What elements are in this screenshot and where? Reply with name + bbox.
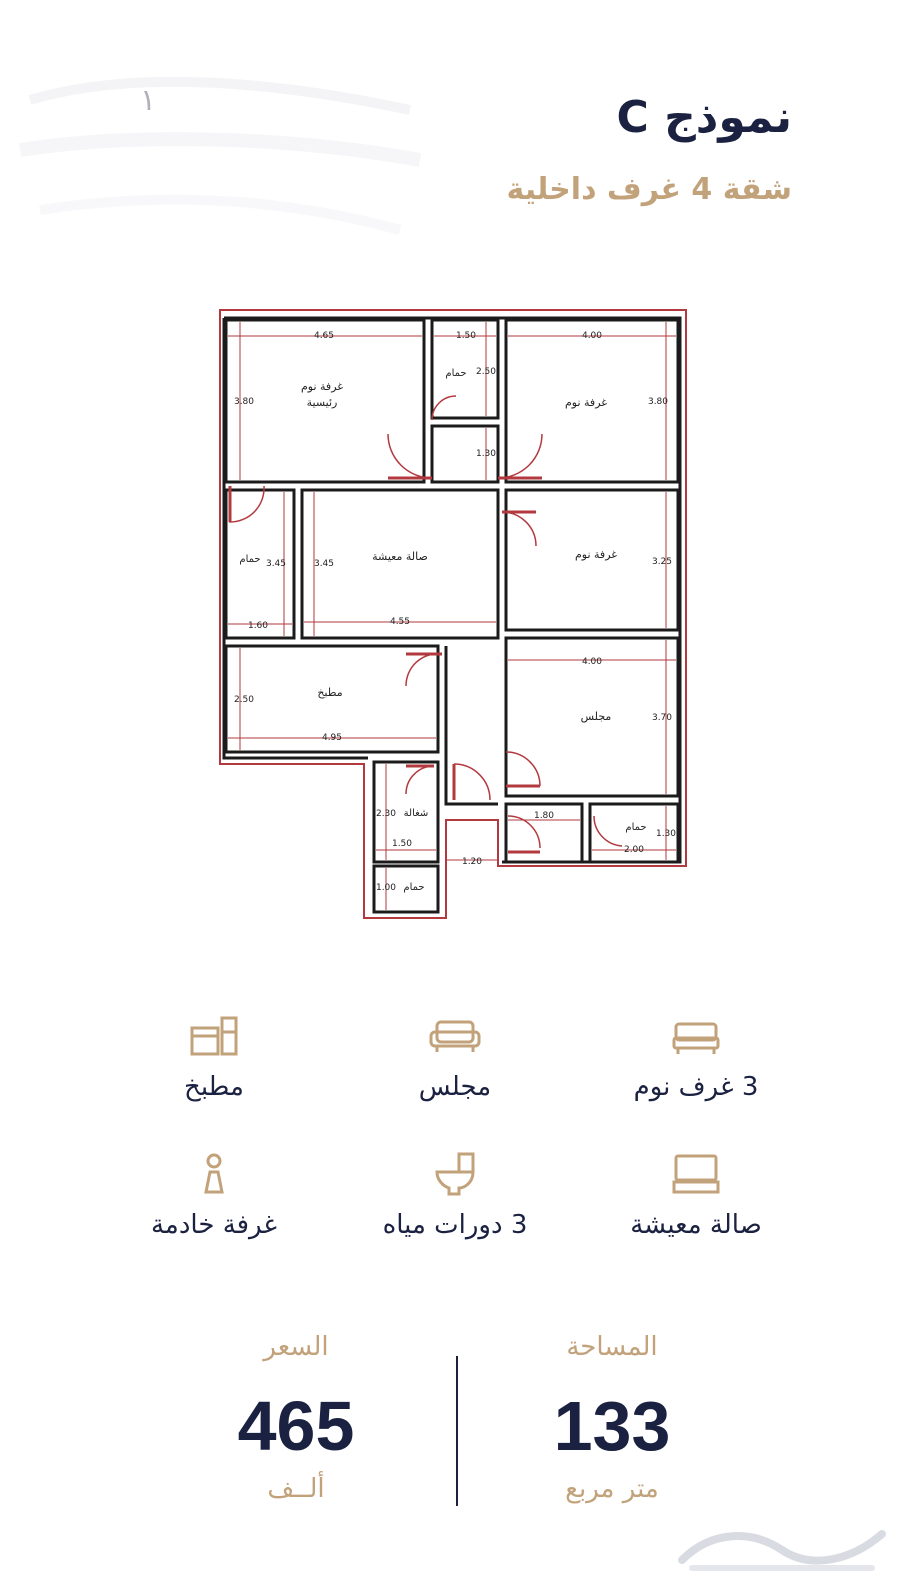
price-label: السعر — [263, 1332, 329, 1362]
feature-bedrooms — [586, 1014, 806, 1102]
dim-label: 1.50 — [455, 331, 477, 341]
dim-label: 3.25 — [651, 557, 673, 567]
haraj-watermark-logo — [672, 1520, 892, 1576]
feature-majlis — [345, 1014, 565, 1102]
room-bedroom-top: غرفة نوم — [564, 396, 608, 409]
room-bedroom-mid: غرفة نوم — [574, 548, 618, 561]
room-majlis: مجلس — [580, 710, 612, 723]
tv-icon — [670, 1152, 722, 1196]
feature-label: غرفة خادمة — [150, 1210, 277, 1240]
dim-label: 3.45 — [313, 559, 335, 569]
feature-bathrooms — [345, 1152, 565, 1240]
stats-divider — [456, 1356, 458, 1506]
svg-text:١: ١ — [140, 83, 157, 118]
room-bath-bottom-left: حمام — [403, 882, 425, 893]
room-master-bedroom: غرفة نوم — [300, 380, 344, 393]
area-value: 133 — [553, 1387, 671, 1465]
features-grid — [0, 1000, 900, 1260]
feature-label: 3 غرف نوم — [633, 1072, 759, 1102]
kitchen-icon — [188, 1014, 240, 1058]
feature-label: مجلس — [418, 1072, 492, 1102]
bed-icon — [670, 1014, 722, 1058]
price-unit: ألــف — [267, 1474, 325, 1504]
room-bath-bottom-right: حمام — [625, 822, 647, 833]
floor-plan — [210, 300, 710, 930]
dim-label: 1.30 — [655, 829, 677, 839]
dim-label: 1.80 — [533, 811, 555, 821]
area-unit: متر مربع — [565, 1474, 659, 1504]
feature-maid-room — [104, 1152, 324, 1240]
dim-label: 1.20 — [461, 857, 483, 867]
dim-label: 4.65 — [313, 331, 335, 341]
feature-label: صالة معيشة — [630, 1210, 762, 1240]
room-master-bedroom-sub: رئيسية — [306, 396, 338, 409]
room-bath-top: حمام — [445, 368, 467, 379]
dim-label: 3.80 — [233, 397, 255, 407]
dim-label: 1.60 — [247, 621, 269, 631]
toilet-icon — [429, 1152, 481, 1196]
page-subtitle: شقة 4 غرف داخلية — [506, 172, 792, 207]
dim-label: 4.00 — [581, 331, 603, 341]
page-title: نموذج C — [616, 92, 792, 143]
feature-kitchen — [104, 1014, 324, 1102]
dim-label: 3.45 — [265, 559, 287, 569]
room-maid: شغالة — [403, 808, 429, 819]
sofa-icon — [429, 1014, 481, 1058]
area-label: المساحة — [566, 1332, 658, 1362]
dim-label: 1.00 — [375, 883, 397, 893]
dim-label: 4.55 — [389, 617, 411, 627]
maid-icon — [188, 1152, 240, 1196]
feature-label: مطبخ — [184, 1072, 244, 1102]
dim-label: 2.30 — [375, 809, 397, 819]
room-bath-left: حمام — [239, 554, 261, 565]
dim-label: 2.50 — [475, 367, 497, 377]
price-value: 465 — [237, 1387, 355, 1465]
feature-living — [586, 1152, 806, 1240]
dim-label: 4.00 — [581, 657, 603, 667]
dim-label: 3.80 — [647, 397, 669, 407]
dim-label: 1.50 — [391, 839, 413, 849]
watermark-swoosh — [10, 40, 430, 260]
feature-label: 3 دورات مياه — [382, 1210, 528, 1240]
dim-label: 4.95 — [321, 733, 343, 743]
room-kitchen: مطبخ — [317, 686, 343, 699]
dim-label: 2.50 — [233, 695, 255, 705]
dim-label: 3.70 — [651, 713, 673, 723]
room-living: صالة معيشة — [372, 550, 428, 563]
dim-label: 1.30 — [475, 449, 497, 459]
dim-label: 2.00 — [623, 845, 645, 855]
